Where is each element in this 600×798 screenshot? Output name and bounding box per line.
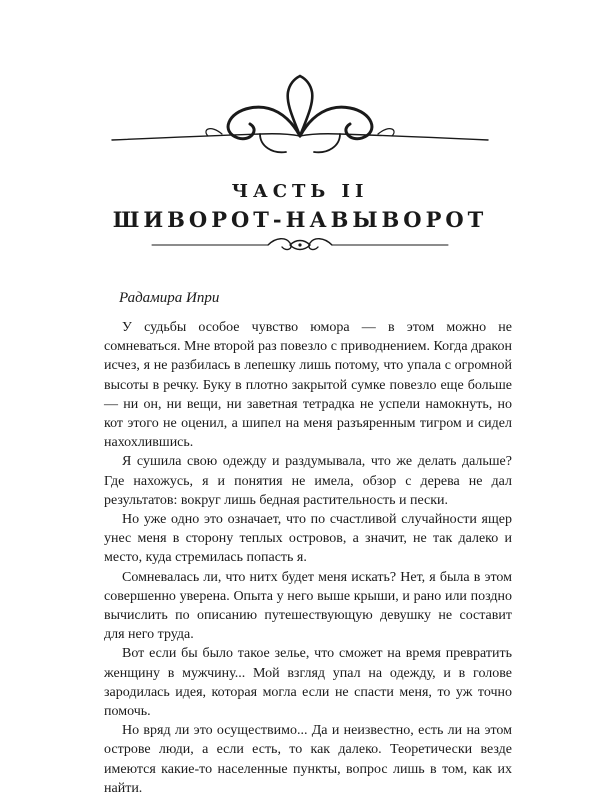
chapter-title: ШИВОРОТ-НАВЫВОРОТ: [112, 207, 488, 232]
divider-flourish-ornament: [150, 235, 450, 255]
chapter-body: [104, 318, 512, 798]
paragraph: Сомневалась ли, что нитх будет меня искать? Нет, я была в этом совершенно уверена. Опыта у него выше крыши, и рано или поздно вычислить по описанию путешествующую девушку не составит для него труда.: [104, 569, 512, 643]
paragraph: У судьбы особое чувство юмора — в этом можно не сомневаться. Мне второй раз повезло с приводнением. Когда дракон исчез, я не разбилась в лепешку лишь потому, что упала с огромной высоты в речку. Буку в плотно закрытой сумке повезло еще больше — ни он, ни вещи, ни заветная тетрадка не успели намокнуть, но кот этого не оценил, а шипел на меня разъяренным тигром и сидел нахохлившись.: [104, 320, 512, 451]
paragraph: Вот если бы было такое зелье, что сможет на время превратить женщину в мужчину... Мой взгляд упал на одежду, и в голове зародилась идея, которая могла если не спасти меня, то уж точно помочь.: [104, 646, 512, 720]
part-heading: ЧАСТЬ II: [231, 181, 369, 202]
paragraph: Но уже одно это означает, что по счастливой случайности ящер унес меня в сторону теплых островов, а значит, не так далеко и место, куда стремилась попасть я.: [104, 512, 512, 566]
paragraph: Но вряд ли это осуществимо... Да и неизвестно, есть ли на этом острове люди, а если есть, то как далеко. Теоретически везде имеются какие-то населенные пункты, вопрос лишь в том, как их найти.: [104, 723, 512, 796]
top-flourish-ornament: [110, 74, 490, 158]
author-byline: Радамира Ипри: [119, 290, 220, 306]
paragraph: Я сушила свою одежду и раздумывала, что же делать дальше? Где нахожусь, я и понятия не имела, обзор с дерева не дал результатов: вокруг лишь бедная растительность и пески.: [104, 454, 512, 508]
